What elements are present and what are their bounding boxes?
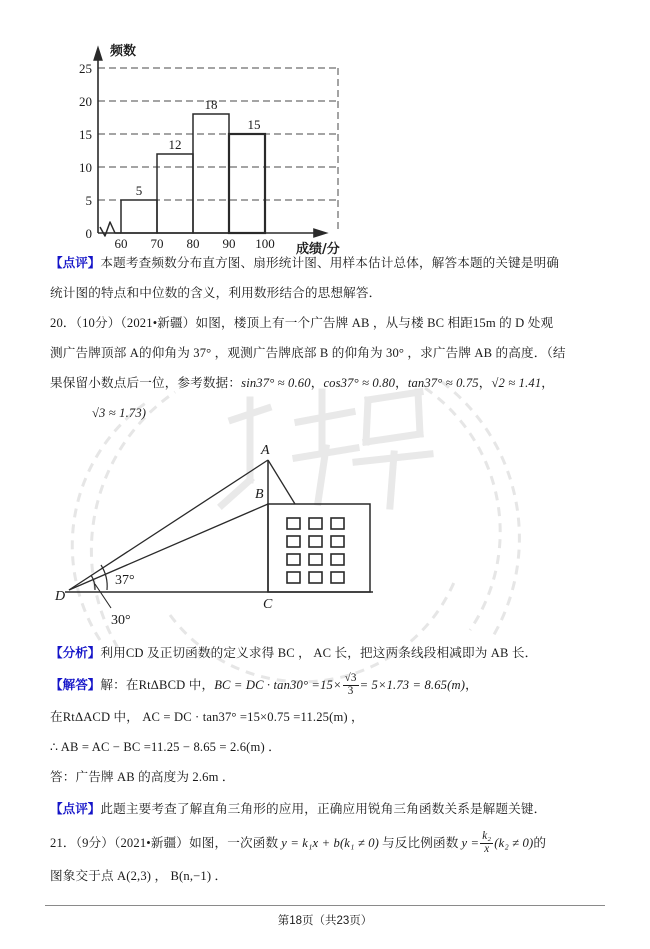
vertex-label-A: A [261, 443, 270, 458]
bar-label-1: 12 [168, 137, 182, 152]
fraction-numerator-k2: k₂ [482, 829, 492, 842]
review-text-2: 此题主要考查了解直角三角形的应用，正确应用锐角三角函数关系是解题关键． [100, 802, 547, 816]
problem-20-score: （10分） [75, 316, 121, 330]
review-text-1-line1: 本题考查频数分布直方图、扇形统计图、用样本估计总体，解答本题的关键是明确 [100, 256, 560, 270]
problem-21-number: 21． [50, 836, 76, 850]
vertex-label-B: B [255, 487, 264, 502]
ytick-20: 20 [79, 94, 92, 109]
ref-cos37: cos37° ≈ 0.80 [323, 376, 396, 390]
ytick-15: 15 [79, 127, 92, 142]
review-text-1-line2: 统计图的特点和中位数的含义，利用数形结合的思想解答． [50, 286, 382, 300]
vertex-label-D: D [55, 589, 66, 604]
problem-20-line1: 如图，楼顶上有一个广告牌 AB ，从与楼 BC 相距15m 的 D 处观 [195, 316, 554, 330]
problem-20-line2: 测广告牌顶部 A的仰角为 37° ，观测广告牌底部 B 的仰角为 30° ，求广告牌 AB 的高度．（结 [50, 346, 566, 360]
problem-21-stem [50, 825, 616, 891]
problem-21-line1-c: 与反比例函数 [382, 836, 459, 850]
ref-sqrt3: √3 ≈ 1.73) [92, 406, 147, 420]
ytick-5: 5 [85, 193, 92, 208]
problem-21-line2: 图象交于点 A(2,3) ， B(n,−1) ． [50, 869, 228, 883]
problem-21-source: （2021•新疆） [114, 836, 190, 850]
xtick-100: 100 [255, 236, 275, 251]
xtick-60: 60 [114, 236, 128, 251]
solution-line1-prefix: 解：在RtΔBCD 中， [100, 678, 215, 692]
frequency-histogram [48, 22, 388, 257]
solution-fraction-root3-over-3 [343, 673, 359, 698]
angle-label-30: 30° [111, 613, 131, 628]
solution-line1-eq-b: = 5×1.73 = 8.65(m) [359, 678, 466, 692]
inverse-function-fraction [480, 831, 493, 856]
analysis-20 [50, 638, 616, 668]
review-tag-1: 【点评】 [50, 256, 101, 270]
bar-label-0: 5 [135, 183, 143, 198]
inverse-function-condition: (k₂ ≠ 0) [494, 836, 534, 850]
page-number-label: 第18页（共23页） [277, 915, 373, 927]
fraction-denominator: 3 [347, 684, 354, 697]
solution-line4: 答：广告牌 AB 的高度为 2.6m ． [50, 770, 235, 784]
ytick-10: 10 [79, 160, 92, 175]
bar-label-3: 15 [247, 117, 261, 132]
review-paragraph-1 [50, 248, 616, 308]
xtick-70: 70 [150, 236, 164, 251]
vertex-label-C: C [263, 597, 273, 612]
ref-sqrt2: √2 ≈ 1.41 [491, 376, 542, 390]
fraction-denominator-x: x [484, 842, 490, 855]
page-footer [45, 905, 605, 928]
ref-tan37: tan37° ≈ 0.75 [407, 376, 479, 390]
bar-label-2: 18 [204, 97, 218, 112]
ref-sin37: sin37° ≈ 0.60 [241, 376, 311, 390]
review-tag-2: 【点评】 [50, 802, 101, 816]
analysis-text: 利用CD 及正切函数的定义求得 BC ， AC 长，把这两条线段相减即为 AB 长． [100, 646, 538, 660]
xtick-90: 90 [222, 236, 236, 251]
xtick-80: 80 [186, 236, 200, 251]
ytick-25: 25 [79, 61, 92, 76]
solution-line3: ∴ AB = AC − BC =11.25 − 8.65 = 2.6(m) ． [50, 740, 281, 754]
y-axis-label: 频数 [110, 44, 137, 59]
solution-line1-eq-a: BC = DC · tan30° =15× [214, 678, 342, 692]
problem-20-line3-lead: 果保留小数点后一位，参考数据： [50, 376, 242, 390]
angle-label-37: 37° [115, 573, 135, 588]
fraction-numerator: √3 [344, 671, 357, 684]
analysis-tag: 【分析】 [50, 646, 101, 660]
solution-tag: 【解答】 [50, 678, 101, 692]
problem-20-source: （2021•新疆） [120, 316, 196, 330]
problem-21-score: （9分） [75, 836, 115, 850]
problem-20-number: 20． [50, 316, 76, 330]
x-axis-label: 成绩/分 [296, 242, 340, 257]
review-paragraph-2 [50, 794, 616, 824]
ytick-0: 0 [85, 226, 92, 241]
inverse-function-prefix: y = [461, 836, 480, 850]
problem-21-line1-a: 如图，一次函数 [189, 836, 279, 850]
solution-line2: 在RtΔACD 中， AC = DC · tan37° =15×0.75 =11.25(m) ， [50, 710, 364, 724]
linear-function-formula: y = k₁x + b(k₁ ≠ 0) [281, 836, 380, 850]
solution-20 [50, 668, 616, 792]
solution-line1-suffix: ， [465, 678, 478, 692]
problem-20-stem: 20．（10分）（2021•新疆）如图，楼顶上有一个广告牌 AB ，从与楼 BC 相距15m 的 D 处观 测广告牌顶部 A的仰角为 37° ，观测广告牌底部 B 的仰角为 30° ，求广告牌 AB 的高度．（结 果保留小数点后一位，参考数据：sin37° ≈ 0.60，cos37° ≈ 0.80，tan37° ≈ 0.75，√2 ≈ 1.41， √3 ≈ 1.73) [50, 308, 616, 428]
problem-21-line1-e: 的 [533, 836, 547, 850]
geometry-figure-problem-20 [55, 432, 385, 630]
